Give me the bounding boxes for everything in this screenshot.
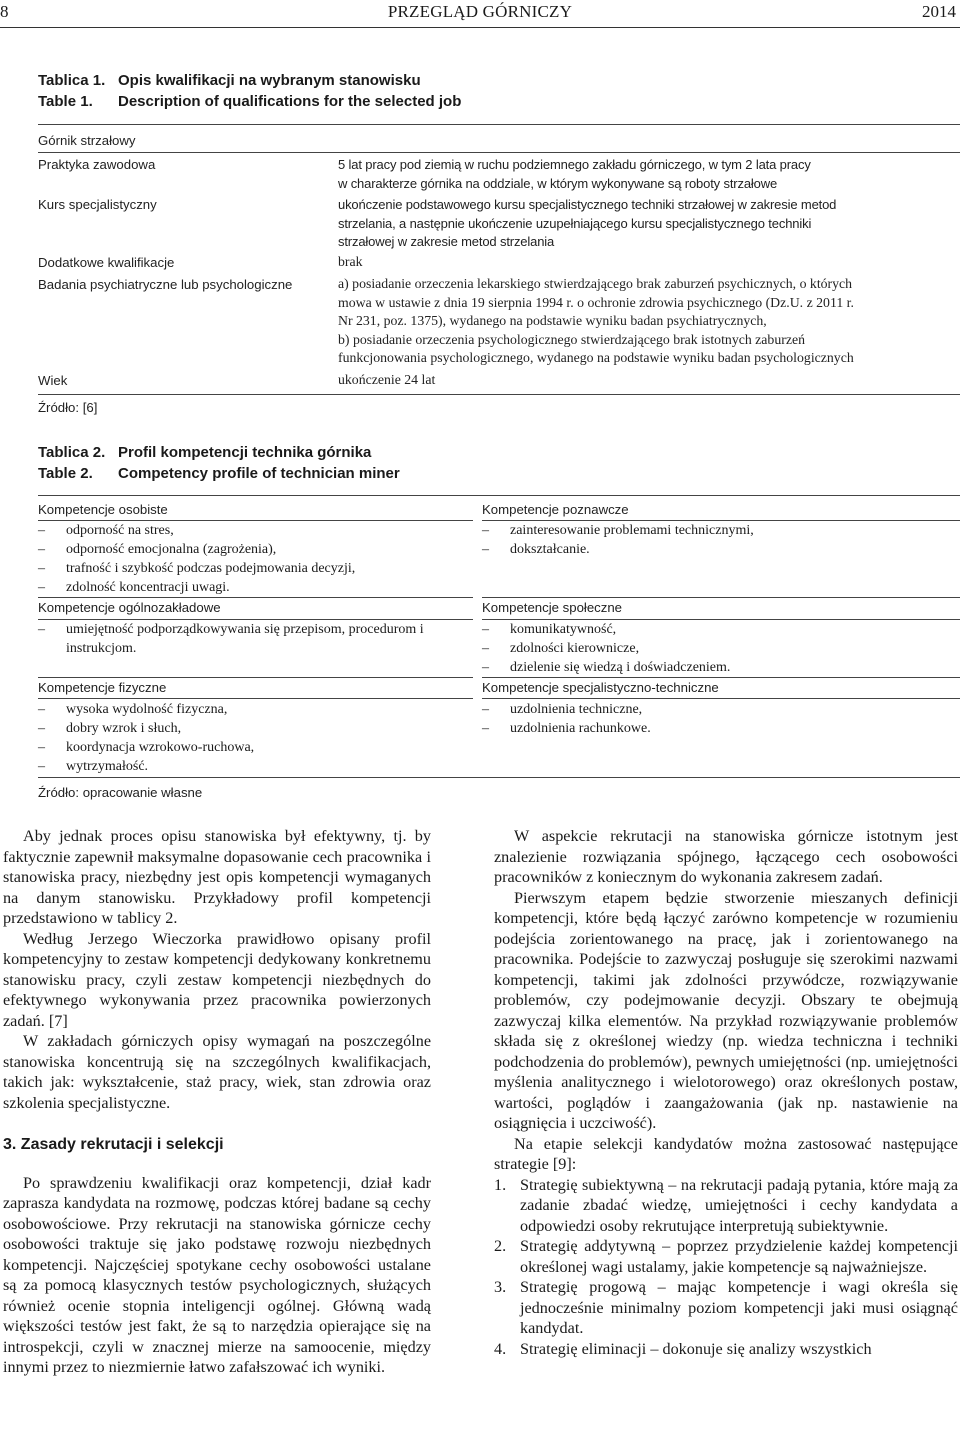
list-item-text: dokształcanie. <box>510 542 590 557</box>
list-item-text: dzielenie się wiedzą i doświadczeniem. <box>510 660 731 675</box>
list-number: 3. <box>494 1278 507 1296</box>
paragraph: Pierwszym etapem będzie stworzenie mieszanych definicji kompetencji, które będą łączyć zarówno kompetencje w rozumieniu podejścia zorientowanego na pracę, jak i zorientowanego na pracownika. Podejście to zazwyczaj posługuje się szerokimi nazwami kompetencji, takimi jak zdolności przywódcze, rozwiązywanie problemów, czy podejmowanie decyzji. Obszary te obejmują zazwyczaj kilka elementów. Na przykład rozwiązywanie problemów składa się z określonej wiedzy (np. wiedza techniczna i techniki podchodzenia do problemów), pewnych umiejętności (np. umiejętności myślenia analitycznego i wielotorowego) oraz określonych postaw, wartości, poglądów i zaangażowania (jak np. nastawienie na osiągnięcia i uczciwość). <box>494 888 958 1132</box>
table1-caption-pl: Opis kwalifikacji na wybranym stanowisku <box>118 72 421 89</box>
publication-year: 2014 <box>922 2 956 21</box>
list-item <box>482 540 952 559</box>
paragraph: Według Jerzego Wieczorka prawidłowo opisany profil kompetencyjny to zestaw kompetencji dedykowany konkretnemu stanowisku pracy, czyli zestaw kompetencji niezbędnych do efektywnego wykonywania przez pracownika powierzonych zadań. [7] <box>3 929 431 1030</box>
list-item-text: komunikatywność, <box>510 622 617 637</box>
table2-caption-en-label: Table 2. <box>38 465 93 482</box>
paragraph: W zakładach górniczych opisy wymagań na poszczególne stanowiska koncentrują się na szczególnych kwalifikacjach, takich jak: wykształcenie, staż pracy, wiek, stan zdrowia oraz szkolenia specjalistyczne. <box>3 1032 431 1112</box>
list-item <box>38 738 468 757</box>
table1-row-line: brak <box>338 254 363 269</box>
dash-bullet: – <box>38 523 45 538</box>
list-item-text: umiejętność podporządkowywania się przepisom, procedurom i instrukcjom. <box>66 622 424 656</box>
list-item <box>38 540 468 559</box>
table1-row-label: Badania psychiatryczne lub psychologiczne <box>38 277 293 292</box>
table2-group-title: Kompetencje poznawcze <box>482 502 629 517</box>
dash-bullet: – <box>482 721 489 736</box>
table1-source: Źródło: [6] <box>38 400 98 415</box>
dash-bullet: – <box>482 660 489 675</box>
list-item <box>482 521 952 540</box>
table1-row-line: funkcjonowania psychologicznego, wydanego na podstawie wyniku badan psychologicznych <box>338 350 854 365</box>
table2-caption-en: Competency profile of technician miner <box>118 465 400 482</box>
list-item-text: zdolności kierownicze, <box>510 641 640 656</box>
list-item <box>482 620 952 639</box>
strategy-list <box>494 1175 958 1360</box>
table2-group-title: Kompetencje społeczne <box>482 600 623 615</box>
table1-row-value <box>338 275 960 368</box>
table1-top-rule <box>38 124 960 125</box>
table2-group-list <box>38 700 468 776</box>
table2-source: Źródło: opracowanie własne <box>38 785 203 800</box>
list-number: 4. <box>494 1339 507 1358</box>
dash-bullet: – <box>38 759 45 774</box>
dash-bullet: – <box>38 542 45 557</box>
table1-row-line: ukończenie 24 lat <box>338 372 436 387</box>
table1-row-label: Dodatkowe kwalifikacje <box>38 255 175 270</box>
table2-right-group <box>482 677 952 699</box>
list-item-text: wytrzymałość. <box>66 759 149 774</box>
dash-bullet: – <box>482 542 489 557</box>
table1-row-line: b) posiadanie orzeczenia psychologicznego stwierdzającego brak istotnych zaburzeń <box>338 331 805 347</box>
list-item-text: zainteresowanie problemami technicznymi, <box>510 523 754 538</box>
list-number: 2. <box>494 1237 507 1255</box>
list-item <box>482 658 952 677</box>
table1-caption-en: Description of qualifications for the selected job <box>118 93 462 110</box>
dash-bullet: – <box>482 523 489 538</box>
list-item <box>494 1277 958 1339</box>
section-heading: 3. Zasady rekrutacji i selekcji <box>3 1136 224 1153</box>
dash-bullet: – <box>482 702 489 717</box>
table2-group-list <box>482 620 952 677</box>
table1-row-value <box>338 253 960 272</box>
table1-row-value <box>338 371 960 390</box>
table1-row-line: 5 lat pracy pod ziemią w ruchu podziemnego zakładu górniczego, w tym 2 lata pracy <box>338 157 811 172</box>
table1-row-value <box>338 196 960 252</box>
table1-row-line: Nr 231, poz. 1375), wydanego na podstawie wyniku badan psychiatrycznych, <box>338 313 767 328</box>
table1-row-value <box>338 156 960 193</box>
dash-bullet: – <box>38 561 45 576</box>
table2-group-title: Kompetencje fizyczne <box>38 680 167 695</box>
list-item <box>482 700 952 719</box>
table2-group-rule <box>38 698 473 699</box>
page-number: 8 <box>0 2 9 21</box>
list-item <box>482 719 952 738</box>
table1-row-line: ukończenie podstawowego kursu specjalistycznego techniki strzałowej w zakresie metod <box>338 197 837 212</box>
table2-caption <box>38 442 400 484</box>
table2-group-list <box>482 700 952 738</box>
list-item-text: uzdolnienia techniczne, <box>510 702 643 717</box>
body-left-column <box>3 826 431 1378</box>
table2-left-group <box>38 677 458 699</box>
table1-row-label: Kurs specjalistyczny <box>38 197 157 212</box>
list-item-text: dobry wzrok i słuch, <box>66 721 182 736</box>
list-item <box>38 559 468 578</box>
list-item <box>494 1175 958 1237</box>
table2-bottom-rule <box>38 777 960 778</box>
table1-caption-en-label: Table 1. <box>38 93 93 110</box>
table2-group-title: Kompetencje specjalistyczno-techniczne <box>482 680 719 695</box>
table2-group-title: Kompetencje osobiste <box>38 502 168 517</box>
table2-top-rule <box>38 495 960 496</box>
paragraph: Po sprawdzeniu kwalifikacji oraz kompetencji, dział kadr zaprasza kandydata na rozmowę, podczas której badane są cechy osobowościowe. Przy rekrutacji na stanowiska górnicze cechy osobowości traktuje się jako podstawę rozwoju niezbędnych kompetencji. Najczęściej spotykane cechy osobowości ustalane są za pomocą klasycznych testów psychologicznych, służących również ocenie stopnia inteligencji ogólnej. Główną wadą większości testów jest fakt, że są to narzędzia opierające się na introspekcji, czyli w znacznej mierze na samoocenie, między innymi przez to niezmiernie łatwo zafałszować ich wyniki. <box>3 1173 431 1376</box>
list-item-text: uzdolnienia rachunkowe. <box>510 721 651 736</box>
table1-bottom-rule <box>38 394 960 395</box>
table2-group-list <box>482 521 952 559</box>
table1-row-line: strzelania, a następnie ukończenie uzupełniającego kursu specjalistycznego techniki <box>338 215 812 231</box>
list-item <box>38 757 468 776</box>
table1-row-label: Wiek <box>38 373 68 388</box>
dash-bullet: – <box>38 721 45 736</box>
table1-position: Górnik strzałowy <box>38 133 136 148</box>
table2-caption-pl-label: Tablica 2. <box>38 444 106 461</box>
list-item-text: odporność na stres, <box>66 523 174 538</box>
table1-row-line: mowa w ustawie z dnia 19 sierpnia 1994 r. o ochronie zdrowia psychicznego (Dz.U. z 2011 r. <box>338 294 854 310</box>
table2-caption-pl: Profil kompetencji technika górnika <box>118 444 372 461</box>
table1-row-line: w charakterze górnika na oddziale, w którym wykonywane są roboty strzałowe <box>338 175 778 191</box>
table1-caption <box>38 70 461 112</box>
list-item-text: trafność i szybkość podczas podejmowania decyzji, <box>66 561 356 576</box>
table1-header-rule <box>38 152 960 153</box>
dash-bullet: – <box>38 580 45 595</box>
list-item-text: odporność emocjonalna (zagrożenia), <box>66 542 277 557</box>
list-item-text: koordynacja wzrokowo-ruchowa, <box>66 740 255 755</box>
list-item-text: wysoka wydolność fizyczna, <box>66 702 228 717</box>
table2-left-group <box>38 597 458 619</box>
list-item <box>38 700 468 719</box>
list-item <box>38 620 478 658</box>
journal-title: PRZEGLĄD GÓRNICZY <box>387 2 573 21</box>
list-item <box>494 1339 958 1360</box>
paragraph: Aby jednak proces opisu stanowiska był efektywny, tj. by faktycznie zapewnił maksymalne dopasowanie cech pracownika i stanowiska pracy, niezbędny jest opis kompetencji wymaganych na danym stanowisku. Przykładowy profil kompetencji przedstawiono w tablicy 2. <box>3 827 431 927</box>
list-item <box>494 1236 958 1277</box>
list-item-text: Strategię eliminacji – dokonuje się analizy wszystkich <box>520 1339 872 1358</box>
dash-bullet: – <box>482 622 489 637</box>
list-item <box>482 639 952 658</box>
table2-group-rule <box>482 698 960 699</box>
header-rule <box>0 27 960 28</box>
paragraph: Na etapie selekcji kandydatów można zastosować następujące strategie [9]: <box>494 1134 958 1173</box>
dash-bullet: – <box>38 702 45 717</box>
list-item-text: Strategię progową – mając kompetencje i wagi określa się jednocześnie minimalny poziom kompetencji jaki musi osiągnąć kandydat. <box>520 1278 958 1337</box>
body-right-column <box>494 826 958 1359</box>
table2-group-list <box>38 521 468 597</box>
table2-right-group <box>482 499 952 521</box>
table1-row-line: strzałowej w zakresie metod strzelania <box>338 234 555 249</box>
table1-caption-pl-label: Tablica 1. <box>38 72 106 89</box>
list-item <box>38 719 468 738</box>
table2-group-list <box>38 620 478 658</box>
table2-group-title: Kompetencje ogólnozakładowe <box>38 600 221 615</box>
list-item <box>38 578 468 597</box>
dash-bullet: – <box>482 641 489 656</box>
table1-row-label: Praktyka zawodowa <box>38 157 156 172</box>
list-number: 1. <box>494 1175 507 1194</box>
list-item-text: Strategię subiektywną – na rekrutacji padają pytania, które mają za zadanie zbadać wiedzę, umiejętności i cechy kandydata a odpowiedzi osoby rekrutujące interpretują subiektywnie. <box>520 1175 958 1235</box>
list-item <box>38 521 468 540</box>
table1-row-line: a) posiadanie orzeczenia lekarskiego stwierdzającego brak zaburzeń psychicznych, o których <box>338 276 853 291</box>
table2-right-group <box>482 597 952 619</box>
dash-bullet: – <box>38 622 45 637</box>
dash-bullet: – <box>38 740 45 755</box>
table2-left-group <box>38 499 458 521</box>
running-header <box>0 0 960 30</box>
list-item-text: Strategię addytywną – poprzez przydzielenie każdej kompetencji określonej wagi ustalamy, jakie kompetencje są najważniejsze. <box>520 1237 958 1276</box>
list-item-text: zdolność koncentracji uwagi. <box>66 580 230 595</box>
paragraph: W aspekcie rekrutacji na stanowiska górnicze istotnym jest znalezienie rozwiązania spójnego, łączącego cech osobowości pracowników z koniecznym do wykonania zakresem zadań. <box>494 827 958 886</box>
